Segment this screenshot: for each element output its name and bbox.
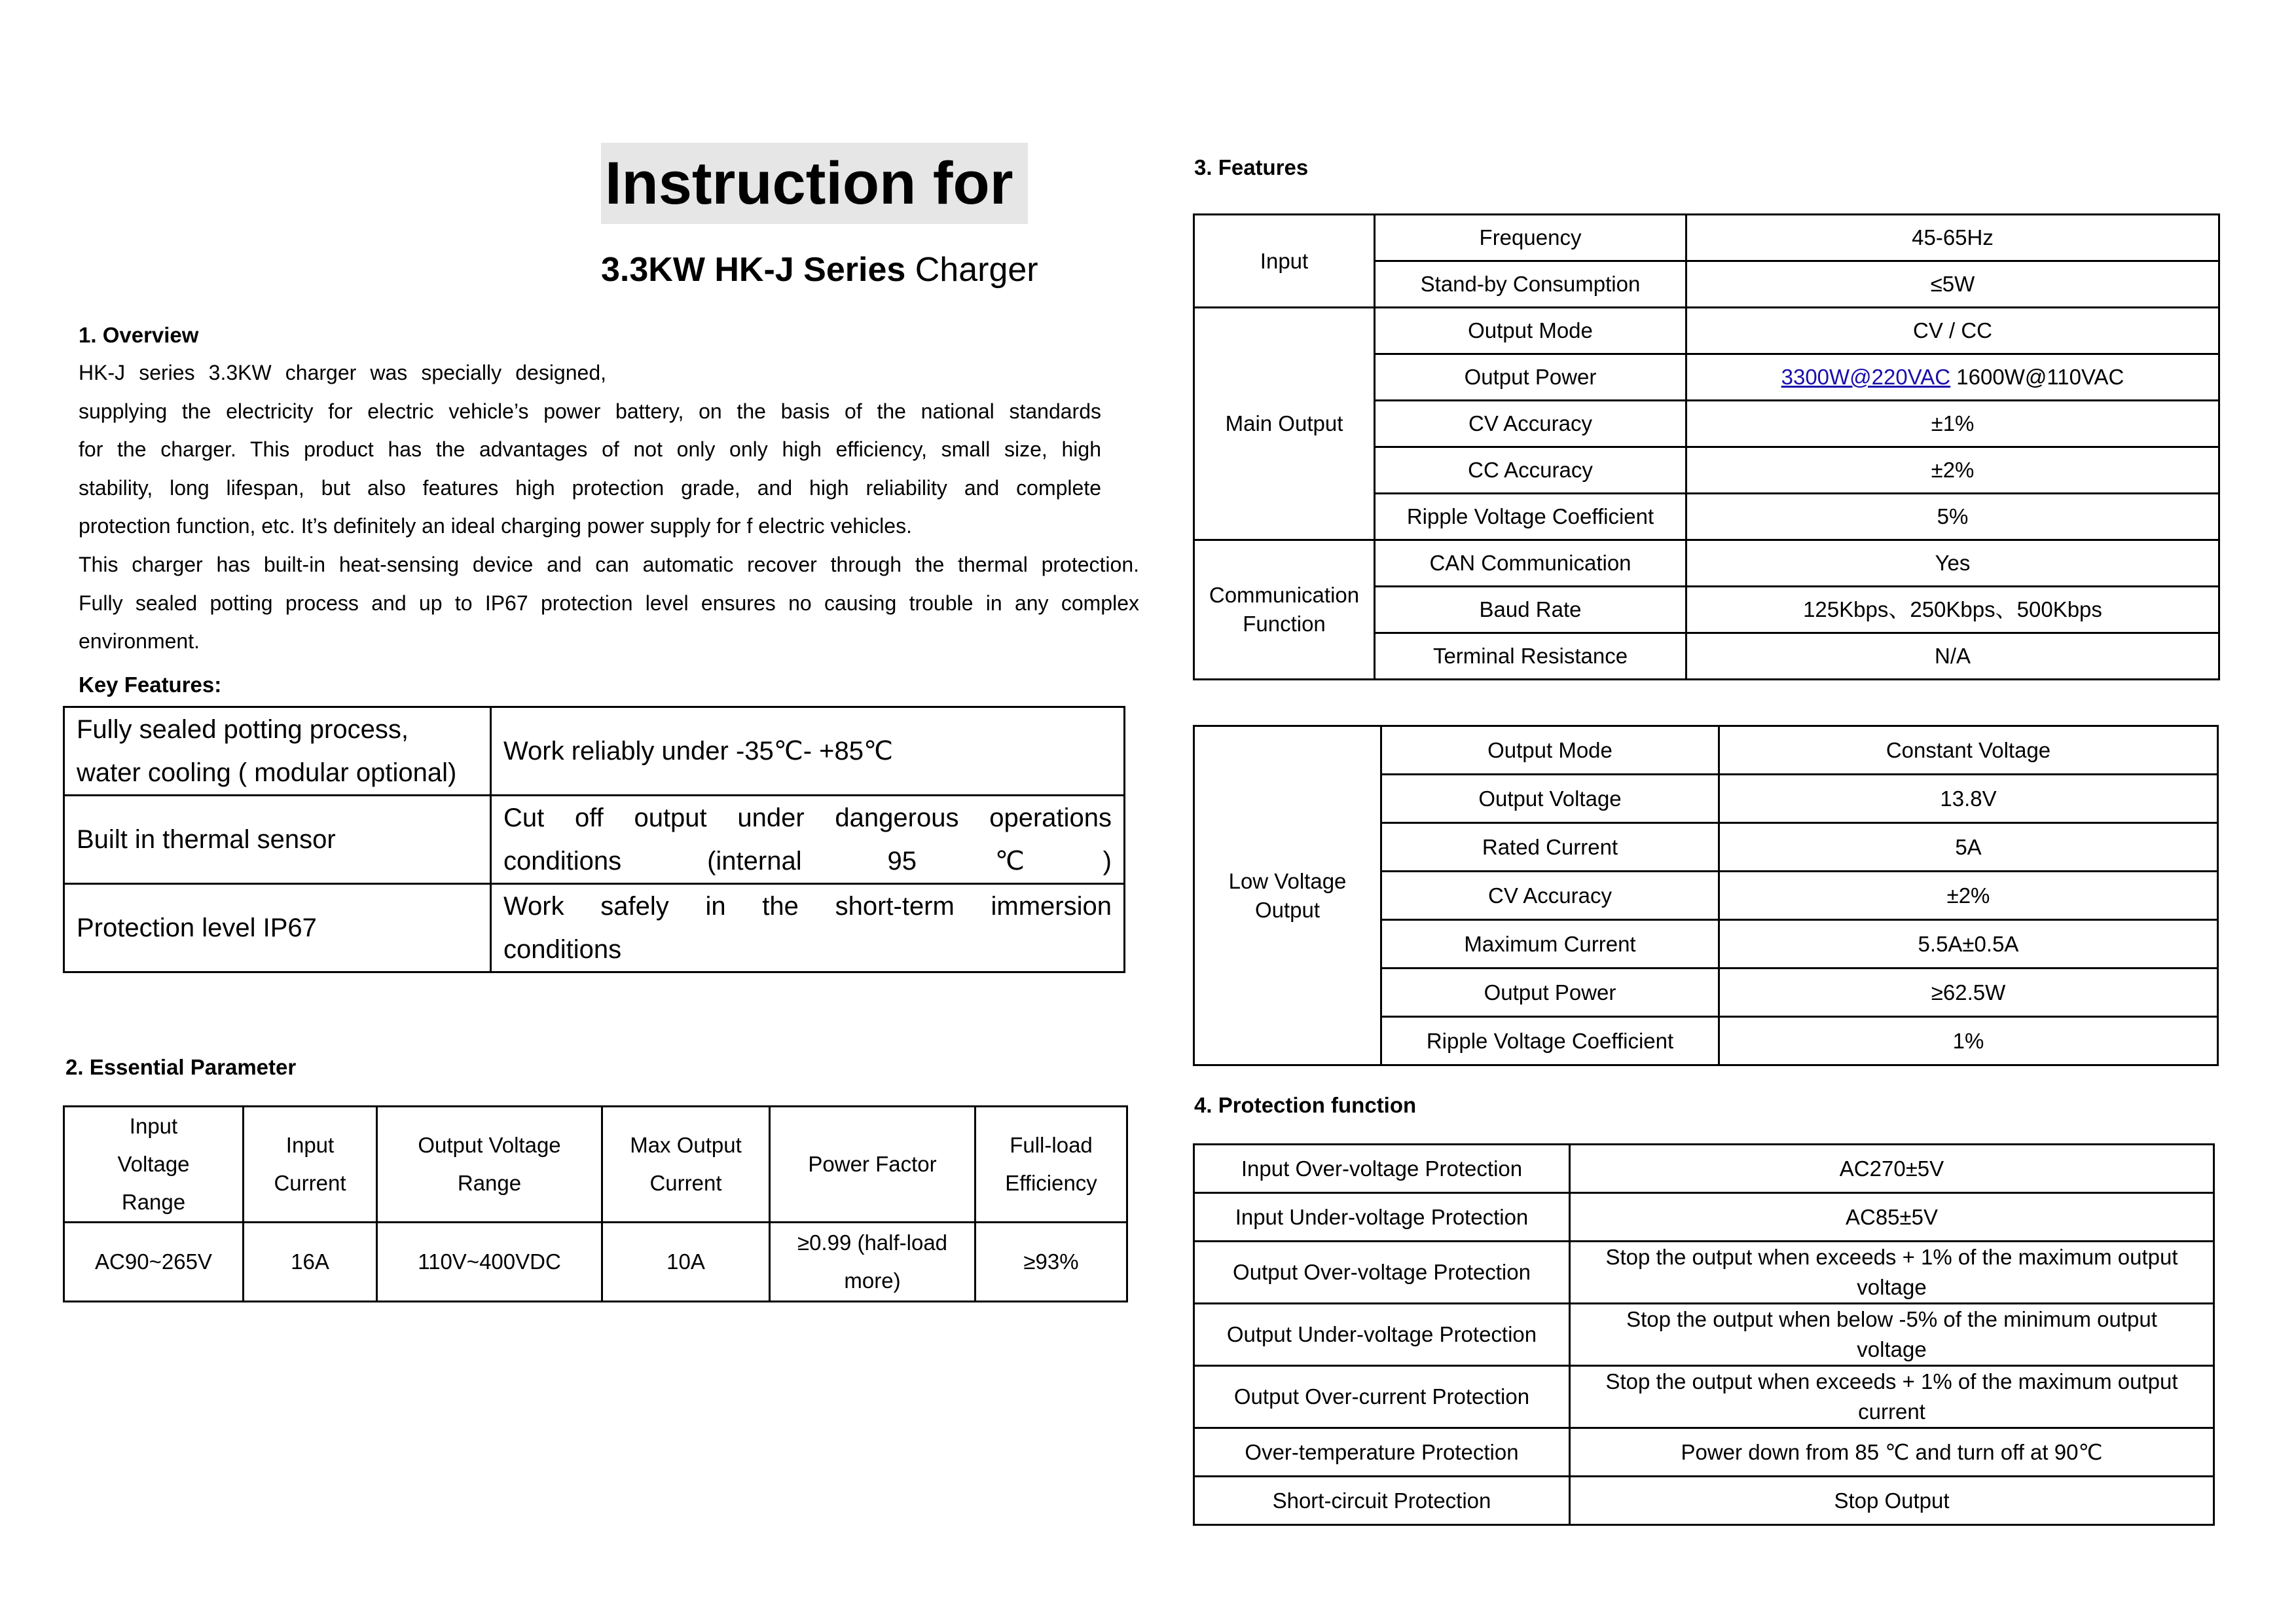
table-cell — [491, 796, 1125, 884]
table-cell: Over-temperature Protection — [1194, 1428, 1570, 1477]
overview-line: HK-J series 3.3KW charger was specially designed, — [79, 361, 606, 384]
features-heading: 3. Features — [1194, 155, 1309, 179]
table-cell: CC Accuracy — [1375, 447, 1686, 494]
output-power-link[interactable]: 3300W@220VAC — [1781, 365, 1951, 389]
subtitle-rest: Charger — [905, 251, 1038, 289]
table-row — [1194, 1193, 2214, 1242]
features-table — [1193, 213, 2220, 680]
table-header: Max Output Current — [602, 1107, 770, 1223]
table-header: Full-load Efficiency — [975, 1107, 1127, 1223]
document-title: Instruction for — [601, 143, 1028, 224]
table-header: Power Factor — [770, 1107, 975, 1223]
table-cell: Output Mode — [1381, 726, 1719, 775]
table-cell: Output Voltage — [1381, 775, 1719, 823]
table-cell: Ripple Voltage Coefficient — [1375, 494, 1686, 540]
table-row — [1194, 1242, 2214, 1304]
overview-line: supplying the electricity for electric vehicle’s power battery, on the basis of the national standards — [79, 399, 1101, 423]
overview-line: environment. — [79, 629, 200, 654]
overview-heading: 1. Overview — [79, 323, 199, 347]
table-cell: Rated Current — [1381, 823, 1719, 872]
table-cell: Protection level IP67 — [64, 884, 491, 972]
table-cell: CV Accuracy — [1375, 401, 1686, 447]
table-row — [64, 796, 1125, 884]
table-header: Input Current — [244, 1107, 377, 1223]
table-cell: Maximum Current — [1381, 920, 1719, 969]
table-cell: Power down from 85 ℃ and turn off at 90℃ — [1570, 1428, 2214, 1477]
table-cell: 125Kbps、250Kbps、500Kbps — [1686, 587, 2219, 633]
table-cell: Output Power — [1381, 969, 1719, 1017]
table-cell: Output Mode — [1375, 308, 1686, 354]
table-header: Input Voltage Range — [64, 1107, 244, 1223]
table-row — [1194, 1477, 2214, 1525]
subtitle-bold: 3.3KW HK-J Series — [601, 251, 906, 289]
table-cell: Stop the output when exceeds + 1% of the maximum output voltage — [1570, 1242, 2214, 1304]
table-cell — [491, 884, 1125, 972]
overview-text — [79, 354, 1140, 661]
table-cell: Input Under-voltage Protection — [1194, 1193, 1570, 1242]
table-cell: Short-circuit Protection — [1194, 1477, 1570, 1525]
table-cell: ≥62.5W — [1719, 969, 2218, 1017]
table-cell: Baud Rate — [1375, 587, 1686, 633]
table-row — [64, 1223, 1127, 1302]
table-cell: ≤5W — [1686, 261, 2219, 308]
group-label: Communication Function — [1194, 540, 1375, 680]
overview-line: stability, long lifespan, but also features high protection grade, and high reliability and complete — [79, 475, 1101, 500]
overview-line: protection function, etc. It’s definitely an ideal charging power supply for f electric vehicles. — [79, 514, 912, 538]
table-cell: ±1% — [1686, 401, 2219, 447]
key-features-table — [63, 706, 1125, 973]
table-cell — [1686, 354, 2219, 401]
protection-table — [1193, 1143, 2215, 1526]
table-cell: 5.5A±0.5A — [1719, 920, 2218, 969]
table-cell: ≥93% — [975, 1223, 1127, 1302]
essential-parameter-table — [63, 1105, 1128, 1302]
table-cell: Output Over-current Protection — [1194, 1366, 1570, 1428]
table-cell: Ripple Voltage Coefficient — [1381, 1017, 1719, 1065]
output-power-rest: 1600W@110VAC — [1950, 365, 2124, 389]
table-header: Output Voltage Range — [377, 1107, 602, 1223]
table-cell: ±2% — [1686, 447, 2219, 494]
table-cell: Yes — [1686, 540, 2219, 587]
table-cell: CAN Communication — [1375, 540, 1686, 587]
table-cell: 45-65Hz — [1686, 215, 2219, 261]
table-row — [1194, 308, 2219, 354]
table-cell: Output Power — [1375, 354, 1686, 401]
table-cell: 13.8V — [1719, 775, 2218, 823]
table-cell: Terminal Resistance — [1375, 633, 1686, 680]
key-features-heading: Key Features: — [79, 673, 222, 697]
table-cell: Input Over-voltage Protection — [1194, 1145, 1570, 1193]
table-cell: Built in thermal sensor — [64, 796, 491, 884]
table-cell: 1% — [1719, 1017, 2218, 1065]
table-row — [1194, 540, 2219, 587]
overview-line: for the charger. This product has the advantages of not only only high efficiency, small size, high — [79, 437, 1101, 462]
table-row — [1194, 726, 2218, 775]
table-cell: 110V~400VDC — [377, 1223, 602, 1302]
table-cell: CV Accuracy — [1381, 872, 1719, 920]
table-cell: Fully sealed potting process, water cooling ( modular optional) — [64, 707, 491, 796]
protection-heading: 4. Protection function — [1194, 1093, 1417, 1117]
essential-heading: 2. Essential Parameter — [65, 1055, 297, 1079]
table-cell: Output Under-voltage Protection — [1194, 1304, 1570, 1366]
table-cell: Constant Voltage — [1719, 726, 2218, 775]
table-cell: 16A — [244, 1223, 377, 1302]
overview-line: Fully sealed potting process and up to IP67 protection level ensures no causing trouble in any complex — [79, 591, 1139, 615]
cell-line: Cut off output under dangerous operations — [503, 803, 1112, 832]
table-cell: Stop the output when below -5% of the minimum output voltage — [1570, 1304, 2214, 1366]
table-cell: AC270±5V — [1570, 1145, 2214, 1193]
cell-line: conditions — [503, 935, 622, 964]
table-cell: Frequency — [1375, 215, 1686, 261]
group-label: Low Voltage Output — [1194, 726, 1381, 1065]
table-cell: Stop Output — [1570, 1477, 2214, 1525]
table-row — [1194, 1428, 2214, 1477]
group-label: Input — [1194, 215, 1375, 308]
table-header-row — [64, 1107, 1127, 1223]
table-row — [64, 707, 1125, 796]
table-cell: Stop the output when exceeds + 1% of the maximum output current — [1570, 1366, 2214, 1428]
table-cell: N/A — [1686, 633, 2219, 680]
low-voltage-table — [1193, 725, 2219, 1066]
table-cell: AC90~265V — [64, 1223, 244, 1302]
table-cell: Stand-by Consumption — [1375, 261, 1686, 308]
table-cell: CV / CC — [1686, 308, 2219, 354]
table-cell: ≥0.99 (half-load more) — [770, 1223, 975, 1302]
cell-line: Work safely in the short-term immersion — [503, 892, 1112, 921]
table-row — [1194, 1366, 2214, 1428]
document-subtitle — [601, 244, 1059, 296]
table-cell: Output Over-voltage Protection — [1194, 1242, 1570, 1304]
table-cell: AC85±5V — [1570, 1193, 2214, 1242]
group-label: Main Output — [1194, 308, 1375, 540]
table-row — [1194, 215, 2219, 261]
table-cell: 10A — [602, 1223, 770, 1302]
table-cell: 5% — [1686, 494, 2219, 540]
table-cell: 5A — [1719, 823, 2218, 872]
table-cell: ±2% — [1719, 872, 2218, 920]
cell-line: conditions (internal 95℃) — [503, 847, 1112, 876]
table-cell: Work reliably under -35℃- +85℃ — [491, 707, 1125, 796]
table-row — [1194, 1145, 2214, 1193]
overview-line: This charger has built-in heat-sensing device and can automatic recover through the thermal protection. — [79, 552, 1139, 576]
table-row — [64, 884, 1125, 972]
table-row — [1194, 1304, 2214, 1366]
